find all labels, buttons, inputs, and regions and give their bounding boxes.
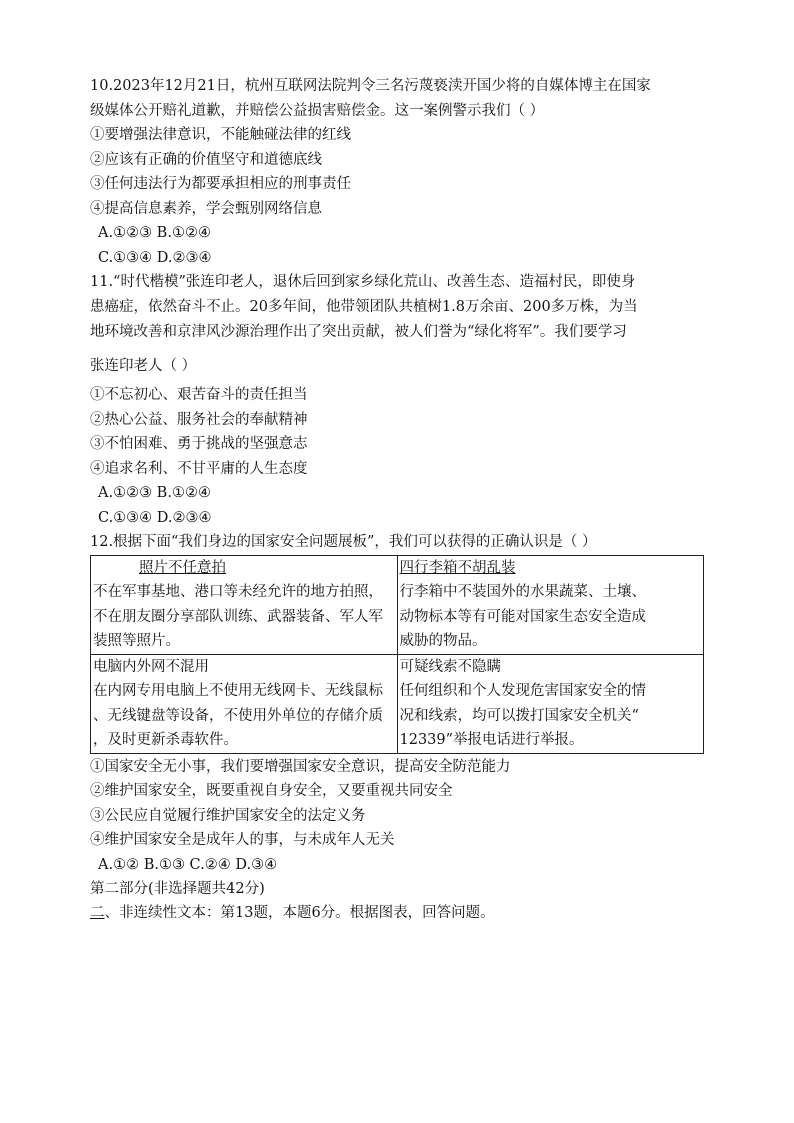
section-two-text: 、非连续性文本：第13题，本题6分。根据图表，回答问题。 bbox=[104, 905, 495, 921]
q10-statement-1: ①要增强法律意识，不能触碰法律的红线 bbox=[90, 127, 351, 143]
part-two bbox=[90, 877, 706, 925]
question-11 bbox=[90, 270, 706, 530]
q11-options-row-2: C.①③④ D.②③④ bbox=[98, 509, 212, 526]
question-12 bbox=[90, 530, 706, 877]
q10-statement-2: ②应该有正确的价值坚守和道德底线 bbox=[90, 151, 322, 168]
board-cell-clues-line-1: 任何组织和个人发现危害国家安全的情 bbox=[399, 683, 646, 699]
q12-statement-4: ④维护国家安全是成年人的事，与未成年人无关 bbox=[90, 832, 395, 848]
q11-stem-line-4: 张连印老人（ ） bbox=[90, 358, 197, 374]
q11-statement-1: ①不忘初心、艰苦奋斗的责任担当 bbox=[90, 387, 308, 403]
board-cell-computer-title: 电脑内外网不混用 bbox=[93, 658, 209, 675]
board-cell-luggage-line-3: 威胁的物品。 bbox=[399, 633, 487, 649]
board-row-2 bbox=[91, 654, 704, 753]
board-cell-luggage-title-rest: 行李箱不胡乱装 bbox=[414, 559, 516, 576]
q12-statement-1: ①国家安全无小事，我们要增强国家安全意识，提高安全防范能力 bbox=[90, 758, 511, 775]
question-10 bbox=[90, 74, 706, 270]
board-cell-photos bbox=[91, 555, 398, 654]
board-cell-clues-title: 可疑线索不隐瞒 bbox=[399, 658, 501, 675]
board-row-1 bbox=[91, 555, 704, 654]
board-cell-luggage bbox=[397, 555, 704, 654]
board-cell-computer-line-1: 在内网专用电脑上不使用无线网卡、无线鼠标 bbox=[93, 683, 383, 699]
q11-stem-line-2: 患癌症，依然奋斗不止。20多年间，他带领团队共植树1.8万余亩、200多万株，为当 bbox=[90, 299, 638, 315]
board-cell-photos-line-1: 不在军事基地、港口等未经允许的地方拍照， bbox=[93, 584, 383, 600]
q11-stem-line-1: 11.“时代楷模”张连印老人，退休后回到家乡绿化荒山、改善生态、造福村民，即使身 bbox=[90, 274, 636, 290]
exam-page bbox=[90, 74, 706, 925]
board-cell-luggage-line-2: 动物标本等有可能对国家生态安全造成 bbox=[399, 608, 646, 625]
board-cell-clues-line-2: 况和线索，均可以拨打国家安全机关“ bbox=[399, 707, 639, 724]
q10-statement-4: ④提高信息素养，学会甄别网络信息 bbox=[90, 200, 322, 217]
board-cell-computer-line-3: ，及时更新杀毒软件。 bbox=[93, 732, 238, 748]
q12-stem: 12.根据下面“我们身边的国家安全问题展板”，我们可以获得的正确认识是（ ） bbox=[90, 534, 597, 550]
q11-statement-3: ③不怕困难、勇于挑战的坚强意志 bbox=[90, 436, 308, 452]
q12-statement-2: ②维护国家安全，既要重视自身安全，又要重视共同安全 bbox=[90, 783, 453, 799]
board-cell-luggage-line-1: 行李箱中不装国外的水果蔬菜、土壤、 bbox=[399, 584, 646, 600]
board-cell-photos-title: 照片不任意拍 bbox=[139, 559, 226, 576]
board-cell-luggage-title bbox=[400, 556, 702, 581]
board-cell-photos-line-3: 装照等照片。 bbox=[93, 633, 180, 649]
q10-stem-line-2: 级媒体公开赔礼道歉，并赔偿公益损害赔偿金。这一案例警示我们（ ） bbox=[90, 102, 545, 119]
q11-options-row-1: A.①②③ B.①②④ bbox=[98, 485, 211, 501]
q10-stem-line-1: 10.2023年12月21日，杭州互联网法院判令三名污蔑亵渎开国少将的自媒体博主在国家 bbox=[90, 78, 651, 94]
q10-options-row-2: C.①③④ D.②③④ bbox=[98, 249, 212, 266]
q11-statement-4: ④追求名利、不甘平庸的人生态度 bbox=[90, 460, 308, 477]
board-cell-luggage-title-prefix: 四 bbox=[399, 559, 414, 576]
board-cell-clues-line-3: 12339”举报电话进行举报。 bbox=[399, 732, 584, 748]
q10-statement-3: ③任何违法行为都要承担相应的刑事责任 bbox=[90, 176, 351, 192]
board-cell-photos-line-2: 不在朋友圈分享部队训练、武器装备、军人军 bbox=[93, 608, 383, 625]
board-cell-clues bbox=[397, 654, 704, 753]
section-two-numeral: 二 bbox=[90, 905, 105, 921]
q12-options-row: A.①② B.①③ C.②④ D.③④ bbox=[98, 856, 278, 873]
q12-statement-3: ③公民应自觉履行维护国家安全的法定义务 bbox=[90, 807, 366, 824]
board-cell-computer bbox=[91, 654, 398, 753]
section-two-title bbox=[90, 901, 706, 925]
q10-options-row-1: A.①②③ B.①②④ bbox=[98, 225, 211, 241]
q11-statement-2: ②热心公益、服务社会的奉献精神 bbox=[90, 411, 308, 428]
q11-stem-line-3: 地环境改善和京津风沙源治理作出了突出贡献，被人们誉为“绿化将军”。我们要学习 bbox=[90, 324, 627, 340]
security-board-table bbox=[90, 555, 704, 754]
part-two-heading: 第二部分(非选择题共42分) bbox=[90, 881, 265, 897]
board-cell-computer-line-2: 、无线键盘等设备，不使用外单位的存储介质 bbox=[93, 707, 383, 724]
